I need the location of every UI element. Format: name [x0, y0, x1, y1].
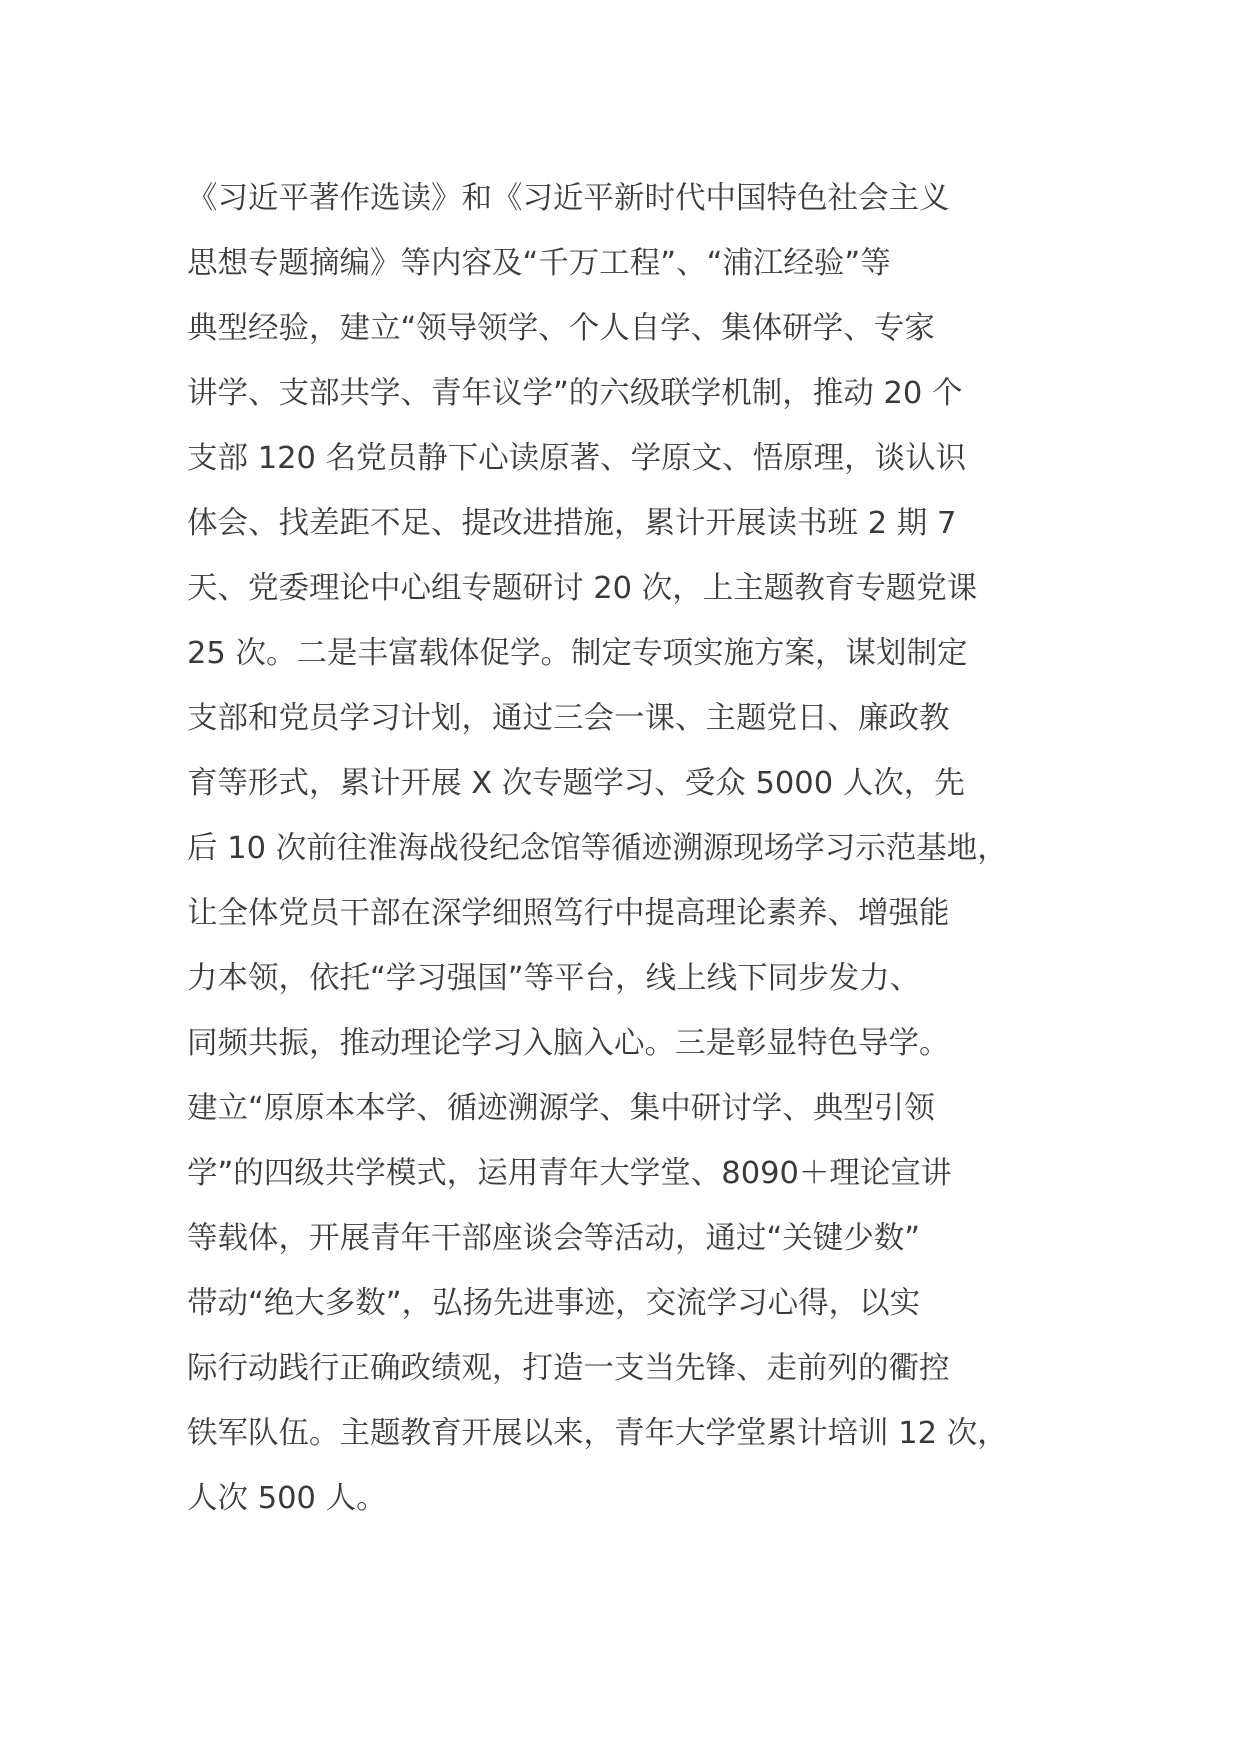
text-line: 人次 500 人。 — [187, 1481, 387, 1516]
text-line: 天、党委理论中心组专题研讨 20 次，上主题教育专题党课 — [187, 571, 978, 606]
text-line: 《习近平著作选读》和《习近平新时代中国特色社会主义 — [187, 181, 950, 216]
text-line: 育等形式，累计开展 X 次专题学习、受众 5000 人次，先 — [187, 766, 965, 801]
text-line: 体会、找差距不足、提改进措施，累计开展读书班 2 期 7 — [187, 506, 957, 541]
text-line: 建立“原原本本学、循迹溯源学、集中研讨学、典型引领 — [187, 1091, 935, 1126]
text-line: 等载体，开展青年干部座谈会等活动，通过“关键少数” — [187, 1221, 921, 1256]
text-line: 思想专题摘编》等内容及“千万工程”、“浦江经验”等 — [187, 246, 891, 281]
text-line: 学”的四级共学模式，运用青年大学堂、8090＋理论宣讲 — [187, 1156, 952, 1191]
text-line: 25 次。二是丰富载体促学。制定专项实施方案，谋划制定 — [187, 636, 968, 671]
text-line: 典型经验，建立“领导领学、个人自学、集体研学、专家 — [187, 311, 935, 346]
text-line: 力本领，依托“学习强国”等平台，线上线下同步发力、 — [187, 961, 921, 996]
text-line: 同频共振，推动理论学习入脑入心。三是彰显特色导学。 — [187, 1026, 950, 1061]
text-line: 支部 120 名党员静下心读原著、学原文、悟原理，谈认识 — [187, 441, 967, 476]
text-line: 带动“绝大多数”，弘扬先进事迹，交流学习心得，以实 — [187, 1286, 921, 1321]
text-line: 后 10 次前往淮海战役纪念馆等循迹溯源现场学习示范基地， — [187, 831, 1008, 866]
text-line: 支部和党员学习计划，通过三会一课、主题党日、廉政教 — [187, 701, 950, 736]
body-paragraph — [187, 166, 1087, 1531]
text-line: 讲学、支部共学、青年议学”的六级联学机制，推动 20 个 — [187, 376, 963, 411]
text-line: 让全体党员干部在深学细照笃行中提高理论素养、增强能 — [187, 896, 950, 931]
text-line: 铁军队伍。主题教育开展以来，青年大学堂累计培训 12 次， — [187, 1416, 1008, 1451]
text-line: 际行动践行正确政绩观，打造一支当先锋、走前列的衢控 — [187, 1351, 950, 1386]
